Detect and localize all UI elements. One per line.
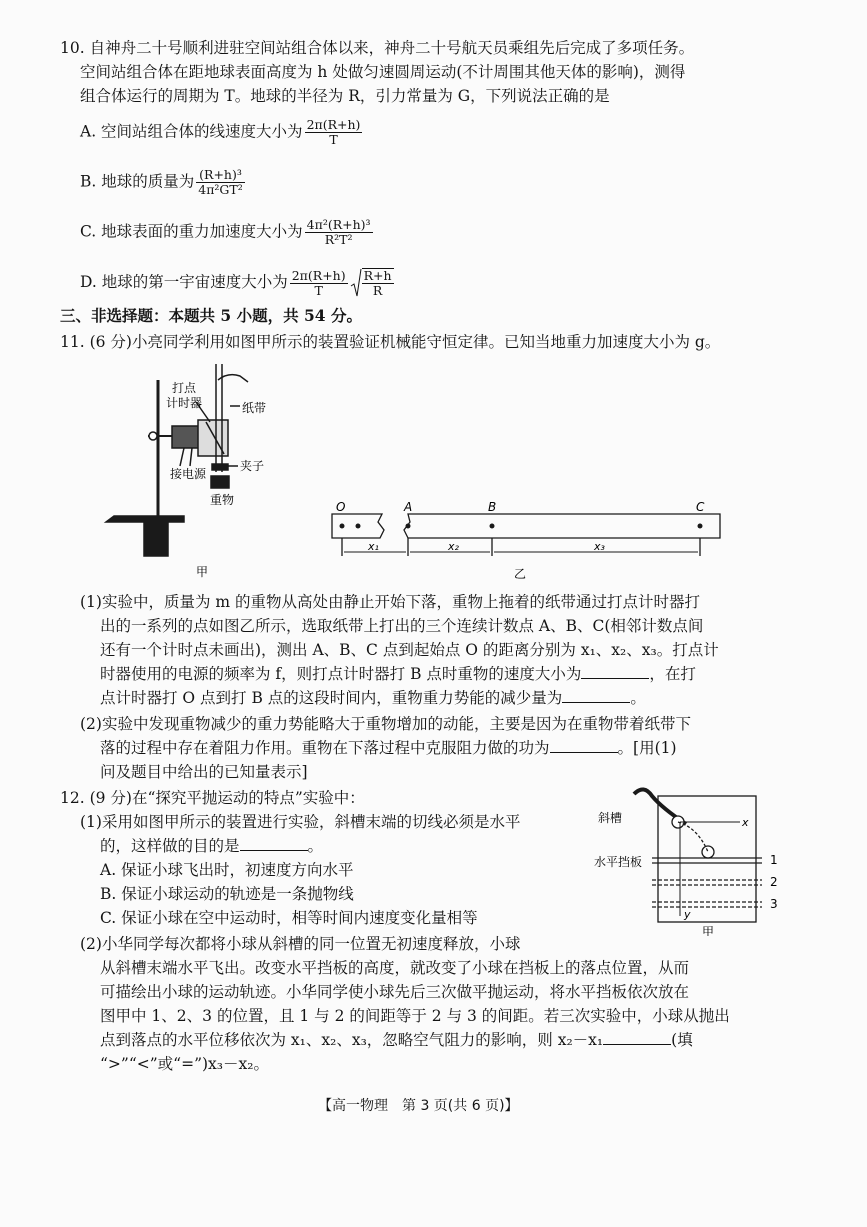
q12-part2-line6: “>”“<”或“=”)x₃－x₂。 <box>100 1055 269 1073</box>
q10-option-a-text: A. 空间站组合体的线速度大小为 <box>80 122 303 141</box>
label-weight: 重物 <box>210 493 235 507</box>
q10-option-d <box>80 268 394 298</box>
q11-figure-tape <box>328 500 728 582</box>
q11-stem: 11. (6 分)小亮同学利用如图甲所示的装置验证机械能守恒定律。已知当地重力加速度大小为 g。 <box>60 333 721 351</box>
q12-option-c: C. 保证小球在空中运动时，相等时间内速度变化量相等 <box>100 909 478 927</box>
fraction-numerator: 4π²(R+h)³ <box>306 217 371 232</box>
tape-point-a: A <box>404 500 413 514</box>
fraction-denominator: R²T² <box>324 232 353 247</box>
q12-part2-line4: 图甲中 1、2、3 的位置，且 1 与 2 的间距等于 2 与 3 的间距。若三次实验中，小球从抛出 <box>100 1007 730 1025</box>
q12-option-b: B. 保证小球运动的轨迹是一条抛物线 <box>100 885 354 903</box>
text-span: 点到落点的水平位移依次为 x₁、x₂、x₃，忽略空气阻力的影响，则 x₂－x₁ <box>100 1031 604 1049</box>
q10-stem-line1: 10. 自神舟二十号顺利进驻空间站组合体以来，神舟二十号航天员乘组先后完成了多项任务。 <box>60 39 695 57</box>
label-position-1: 1 <box>770 853 778 867</box>
tape-label-x1: x₁ <box>368 540 379 553</box>
q11-part2-line2 <box>100 738 677 758</box>
q11-part1-line5 <box>100 688 646 708</box>
q12-part2-line2: 从斜槽末端水平飞出。改变水平挡板的高度，就改变了小球在挡板上的落点位置，从而 <box>100 959 690 977</box>
q12-part2-line5 <box>100 1030 693 1050</box>
q11-part1-line1: (1)实验中，质量为 m 的重物从高处由静止开始下落，重物上拖着的纸带通过打点计时器打 <box>80 593 701 611</box>
q11-part1-line4 <box>100 664 696 684</box>
label-tape: 纸带 <box>242 401 267 415</box>
q10-option-b <box>80 168 247 197</box>
label-board: 水平挡板 <box>594 855 643 869</box>
figure-caption-jia-q12: 甲 <box>702 925 715 936</box>
text-span: ，在打 <box>649 665 696 683</box>
q10-option-c <box>80 218 375 247</box>
label-timer-1: 打点 <box>172 381 197 395</box>
q10-option-d-sqrt <box>350 268 394 298</box>
q12-stem: 12. (9 分)在“探究平抛运动的特点”实验中： <box>60 789 365 807</box>
fraction-denominator: R <box>372 283 383 298</box>
label-position-3: 3 <box>770 897 778 911</box>
text-span: 的，这样做的目的是 <box>100 837 240 855</box>
tape-label-x2: x₂ <box>448 540 459 553</box>
fraction-denominator: T <box>329 132 338 147</box>
fraction-numerator: 2π(R+h) <box>306 117 361 132</box>
q10-option-c-fraction <box>305 218 373 247</box>
q10-option-b-fraction <box>196 168 245 197</box>
answer-blank[interactable] <box>240 836 308 851</box>
q10-option-b-text: B. 地球的质量为 <box>80 172 195 191</box>
figure-caption-jia: 甲 <box>196 565 209 579</box>
sqrt-sign-icon <box>350 268 362 298</box>
label-clip: 夹子 <box>240 459 265 473</box>
q12-part1-line2 <box>100 836 323 856</box>
q10-option-c-text: C. 地球表面的重力加速度大小为 <box>80 222 303 241</box>
q12-part1-line1: (1)采用如图甲所示的装置进行实验，斜槽末端的切线必须是水平 <box>80 813 521 831</box>
section-heading: 三、非选择题：本题共 5 小题，共 54 分。 <box>60 306 362 325</box>
label-timer-2: 计时器 <box>166 396 203 410</box>
fraction-numerator: (R+h)³ <box>196 168 245 183</box>
answer-blank[interactable] <box>581 664 649 679</box>
fraction-numerator: 2π(R+h) <box>291 267 346 283</box>
q11-part2-line1: (2)实验中发现重物减少的重力势能略大于重物增加的动能，主要是因为在重物带着纸带下 <box>80 715 691 733</box>
label-chute: 斜槽 <box>598 811 623 825</box>
tape-point-c: C <box>696 500 705 514</box>
answer-blank[interactable] <box>562 688 630 703</box>
fraction-denominator: 4π²GT² <box>198 182 243 197</box>
text-span: 时器使用的电源的频率为 f，则打点计时器打 B 点时重物的速度大小为 <box>100 665 582 683</box>
q12-option-a: A. 保证小球飞出时，初速度方向水平 <box>100 861 354 879</box>
figure-caption-yi: 乙 <box>514 567 527 581</box>
text-span: 点计时器打 O 点到打 B 点的这段时间内，重物重力势能的减少量为 <box>100 689 563 707</box>
q11-part1-line3: 还有一个计时点未画出)，测出 A、B、C 点到起始点 O 的距离分别为 x₁、x₂、x₃。打点计 <box>100 641 719 659</box>
tape-point-o: O <box>336 500 346 514</box>
q10-option-d-text: D. 地球的第一宇宙速度大小为 <box>80 273 288 291</box>
label-position-2: 2 <box>770 875 778 889</box>
text-span: 落的过程中存在着阻力作用。重物在下落过程中克服阻力做的功为 <box>100 739 550 757</box>
q10-option-d-fraction <box>290 269 348 298</box>
text-span: (填 <box>671 1031 693 1049</box>
q11-part2-line3: 问及题目中给出的已知量表示] <box>100 763 308 781</box>
q11-part1-line2: 出的一系列的点如图乙所示，选取纸带上打出的三个连续计数点 A、B、C(相邻计数点间 <box>100 617 704 635</box>
text-span: 。[用(1) <box>617 739 677 757</box>
q11-figure-apparatus <box>100 362 320 580</box>
fraction-denominator: T <box>314 282 323 298</box>
axis-x-label: x <box>742 816 749 829</box>
q12-part2-line3: 可描绘出小球的运动轨迹。小华同学使小球先后三次做平抛运动，将水平挡板依次放在 <box>100 983 690 1001</box>
fraction-numerator: R+h <box>363 268 392 283</box>
axis-y-label: y <box>684 908 691 921</box>
page-footer: 【高一物理 第 3 页(共 6 页)】 <box>318 1098 519 1114</box>
q12-figure-projectile <box>594 786 794 936</box>
answer-blank[interactable] <box>550 738 618 753</box>
text-span: 。 <box>307 837 324 855</box>
text-span: 。 <box>630 689 646 707</box>
q10-option-a-fraction <box>305 118 363 147</box>
q10-stem-line2: 空间站组合体在距地球表面高度为 h 处做匀速圆周运动(不计周围其他天体的影响)，测得 <box>80 63 686 81</box>
answer-blank[interactable] <box>603 1030 671 1045</box>
label-power: 接电源 <box>170 467 207 481</box>
tape-label-x3: x₃ <box>594 540 605 553</box>
tape-point-b: B <box>488 500 497 514</box>
q10-stem-line3: 组合体运行的周期为 T。地球的半径为 R，引力常量为 G，下列说法正确的是 <box>80 87 610 105</box>
q10-option-a <box>80 118 364 147</box>
q12-part2-line1: (2)小华同学每次都将小球从斜槽的同一位置无初速度释放，小球 <box>80 935 521 953</box>
